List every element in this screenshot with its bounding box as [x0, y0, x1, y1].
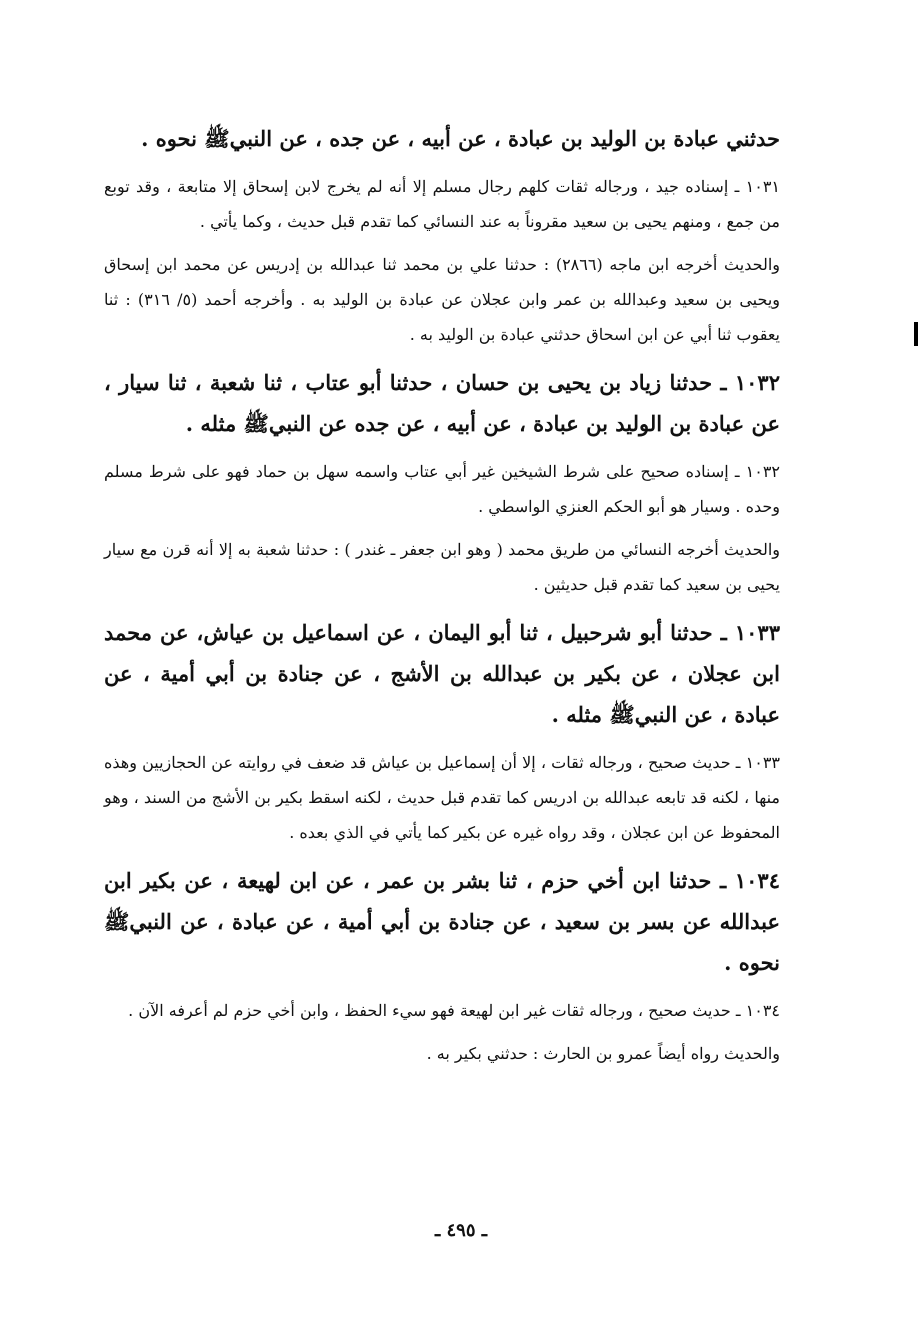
- scan-edge-mark: [914, 322, 918, 346]
- commentary-text: ١٠٣١ ـ إسناده جيد ، ورجاله ثقات كلهم رجال مسلم إلا أنه لم يخرج لابن إسحاق إلا متابعة ، وقد توبع من جمع ، ومنهم يحيى بن سعيد مقروناً به عند النسائي كما تقدم قبل حديث ، وكما يأتي .: [104, 177, 780, 231]
- commentary-text: والحديث أخرجه النسائي من طريق محمد ( وهو ابن جعفر ـ غندر ) : حدثنا شعبة به إلا أنه قرن مع سيار يحيى بن سعيد كما تقدم قبل حديثين .: [104, 540, 780, 594]
- hadith-text: حدثني عبادة بن الوليد بن عبادة ، عن أبيه ، عن جده ، عن النبيﷺ نحوه .: [141, 126, 780, 151]
- hadith-text: ١٠٣٣ ـ حدثنا أبو شرحبيل ، ثنا أبو اليمان ، عن اسماعيل بن عياش، عن محمد ابن عجلان ، عن بكير بن عبدالله بن الأشج ، عن جنادة بن أبي أمية ، عن عبادة ، عن النبيﷺ مثله .: [104, 620, 780, 727]
- commentary-text: ١٠٣٣ ـ حديث صحيح ، ورجاله ثقات ، إلا أن إسماعيل بن عياش قد ضعف في روايته عن الحجازيين وهذه منها ، لكنه قد تابعه عبدالله بن ادريس كما تقدم قبل حديث ، لكنه اسقط بكير بن الأشج من السند ، وهو المحفوظ عن ابن عجلان ، وقد رواه غيره عن بكير كما يأتي في الذي بعده .: [104, 753, 781, 842]
- commentary-text: ١٠٣٢ ـ إسناده صحيح على شرط الشيخين غير أبي عتاب واسمه سهل بن حماد فهو على شرط مسلم وحده . وسيار هو أبو الحكم العنزي الواسطي .: [104, 462, 781, 516]
- page-number: ـ ٤٩٥ ـ: [434, 1220, 488, 1241]
- page-body: [104, 118, 780, 1071]
- commentary-text: ١٠٣٤ ـ حديث صحيح ، ورجاله ثقات غير ابن لهيعة فهو سيء الحفظ ، وابن أخي حزم لم أعرفه الآن .: [128, 1001, 780, 1020]
- hadith-text: ١٠٣٢ ـ حدثنا زياد بن يحيى بن حسان ، حدثنا أبو عتاب ، ثنا شعبة ، ثنا سيار ، عن عبادة بن الوليد بن عبادة ، عن أبيه ، عن جده عن النبيﷺ مثله .: [104, 370, 780, 436]
- commentary-text: والحديث أخرجه ابن ماجه (٢٨٦٦) : حدثنا علي بن محمد ثنا عبدالله بن إدريس عن محمد ابن إسحاق ويحيى بن سعيد وعبدالله بن عمر وابن عجلان عن عبادة بن الوليد به . وأخرجه أحمد (٥/ ٣١٦) : ثنا يعقوب ثنا أبي عن ابن اسحاق حدثني عبادة بن الوليد به .: [104, 255, 780, 344]
- commentary-text: والحديث رواه أيضاً عمرو بن الحارث : حدثني بكير به .: [426, 1044, 780, 1063]
- hadith-text: ١٠٣٤ ـ حدثنا ابن أخي حزم ، ثنا بشر بن عمر ، عن ابن لهيعة ، عن بكير ابن عبدالله عن بسر بن سعيد ، عن جنادة بن أبي أمية ، عن عبادة ، عن النبيﷺ نحوه .: [104, 868, 780, 975]
